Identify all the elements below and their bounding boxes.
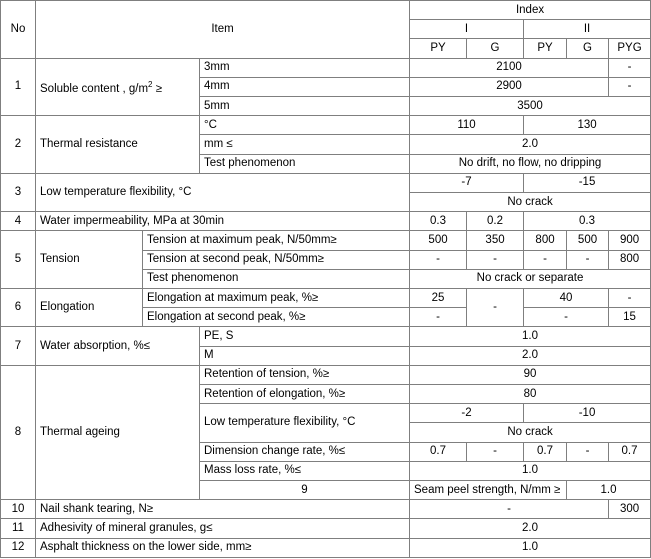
- value-cell: 0.7: [410, 442, 467, 461]
- value-cell: -: [410, 250, 467, 269]
- item-label: Water impermeability, MPa at 30min: [36, 212, 410, 231]
- value-cell: 2.0: [410, 346, 651, 365]
- table-row: [1, 289, 651, 308]
- value-cell: 0.3: [524, 212, 651, 231]
- value-cell: 0.3: [410, 212, 467, 231]
- item-label: Seam peel strength, N/mm ≥: [410, 481, 567, 500]
- value-cell: 90: [410, 365, 651, 384]
- condition-label: mm ≤: [200, 135, 410, 154]
- value-cell: 1.0: [567, 481, 651, 500]
- value-cell: -: [609, 77, 651, 96]
- value-cell: 300: [609, 500, 651, 519]
- condition-label: Retention of tension, %≥: [200, 365, 410, 384]
- condition-label: Test phenomenon: [200, 154, 410, 173]
- value-cell: 500: [410, 231, 467, 250]
- condition-label: Low temperature flexibility, °C: [200, 404, 410, 442]
- header-item: Item: [36, 1, 410, 59]
- table-row: [1, 519, 651, 538]
- table-row: [1, 231, 651, 250]
- value-cell: -7: [410, 173, 524, 192]
- value-cell: 2100: [410, 58, 609, 77]
- item-label: Tension: [36, 231, 143, 289]
- row-number: 2: [1, 116, 36, 174]
- header-no: No: [1, 1, 36, 59]
- value-cell: -: [609, 58, 651, 77]
- row-number: 7: [1, 327, 36, 365]
- item-label: Asphalt thickness on the lower side, mm≥: [36, 538, 410, 557]
- condition-label: 3mm: [200, 58, 410, 77]
- value-cell: 130: [524, 116, 651, 135]
- value-cell: No crack: [410, 193, 651, 212]
- item-label: Thermal resistance: [36, 116, 200, 174]
- value-cell: 350: [467, 231, 524, 250]
- condition-label: 4mm: [200, 77, 410, 96]
- header-row: [1, 1, 651, 20]
- item-label: Soluble content , $g/m^2$ ≥: [36, 58, 200, 116]
- value-cell: -: [524, 250, 567, 269]
- value-cell: 800: [609, 250, 651, 269]
- condition-label: Tension at second peak, N/50mm≥: [143, 250, 410, 269]
- condition-label: Test phenomenon: [143, 269, 410, 288]
- value-cell: 110: [410, 116, 524, 135]
- condition-label: °C: [200, 116, 410, 135]
- value-cell: 80: [410, 385, 651, 404]
- value-cell: No crack: [410, 423, 651, 442]
- header-group-i: I: [410, 20, 524, 39]
- condition-label: Mass loss rate, %≤: [200, 461, 410, 480]
- value-cell: 1.0: [410, 538, 651, 557]
- row-number: 4: [1, 212, 36, 231]
- table-row: [1, 116, 651, 135]
- condition-label: M: [200, 346, 410, 365]
- value-cell: 2.0: [410, 519, 651, 538]
- header-g-ii: G: [567, 39, 609, 58]
- condition-label: Tension at maximum peak, N/50mm≥: [143, 231, 410, 250]
- item-label: Thermal ageing: [36, 365, 200, 499]
- value-cell: -: [410, 500, 609, 519]
- header-g-i: G: [467, 39, 524, 58]
- row-number: 3: [1, 173, 36, 211]
- value-cell: -: [467, 250, 524, 269]
- table-row: [1, 365, 651, 384]
- value-cell: -: [524, 308, 609, 327]
- condition-label: Elongation at maximum peak, %≥: [143, 289, 410, 308]
- value-cell: No drift, no flow, no dripping: [410, 154, 651, 173]
- table-row: [1, 173, 651, 192]
- condition-label: 5mm: [200, 97, 410, 116]
- item-label: Elongation: [36, 289, 143, 327]
- value-cell: -: [467, 442, 524, 461]
- header-pyg: PYG: [609, 39, 651, 58]
- row-number: 12: [1, 538, 36, 557]
- value-cell: -15: [524, 173, 651, 192]
- value-cell: 900: [609, 231, 651, 250]
- row-number: 1: [1, 58, 36, 116]
- row-number: 11: [1, 519, 36, 538]
- value-cell: 1.0: [410, 461, 651, 480]
- value-cell: 0.7: [524, 442, 567, 461]
- row-number: 9: [200, 481, 410, 500]
- value-cell: 15: [609, 308, 651, 327]
- value-cell: -: [567, 250, 609, 269]
- condition-label: Retention of elongation, %≥: [200, 385, 410, 404]
- header-py-i: PY: [410, 39, 467, 58]
- value-cell: -2: [410, 404, 524, 423]
- header-py-ii: PY: [524, 39, 567, 58]
- table-row: [1, 58, 651, 77]
- value-cell: -: [609, 289, 651, 308]
- value-cell: 25: [410, 289, 467, 308]
- header-index: Index: [410, 1, 651, 20]
- value-cell: -10: [524, 404, 651, 423]
- table-row: [1, 212, 651, 231]
- condition-label: Dimension change rate, %≤: [200, 442, 410, 461]
- value-cell: -: [567, 442, 609, 461]
- item-label: Nail shank tearing, N≥: [36, 500, 410, 519]
- row-number: 6: [1, 289, 36, 327]
- row-number: 8: [1, 365, 36, 499]
- row-number: 10: [1, 500, 36, 519]
- condition-label: PE, S: [200, 327, 410, 346]
- table-row: [1, 500, 651, 519]
- value-cell: 0.7: [609, 442, 651, 461]
- value-cell: No crack or separate: [410, 269, 651, 288]
- condition-label: Elongation at second peak, %≥: [143, 308, 410, 327]
- table-row: [1, 538, 651, 557]
- table-row: [1, 327, 651, 346]
- value-cell: 0.2: [467, 212, 524, 231]
- item-label: Adhesivity of mineral granules, g≤: [36, 519, 410, 538]
- row-number: 5: [1, 231, 36, 289]
- header-group-ii: II: [524, 20, 651, 39]
- value-cell: 40: [524, 289, 609, 308]
- value-cell: -: [410, 308, 467, 327]
- value-cell: 2.0: [410, 135, 651, 154]
- value-cell: 800: [524, 231, 567, 250]
- value-cell: 2900: [410, 77, 609, 96]
- item-label: Low temperature flexibility, °C: [36, 173, 410, 211]
- item-label: Water absorption, %≤: [36, 327, 200, 365]
- value-cell: -: [467, 289, 524, 327]
- value-cell: 1.0: [410, 327, 651, 346]
- value-cell: 3500: [410, 97, 651, 116]
- value-cell: 500: [567, 231, 609, 250]
